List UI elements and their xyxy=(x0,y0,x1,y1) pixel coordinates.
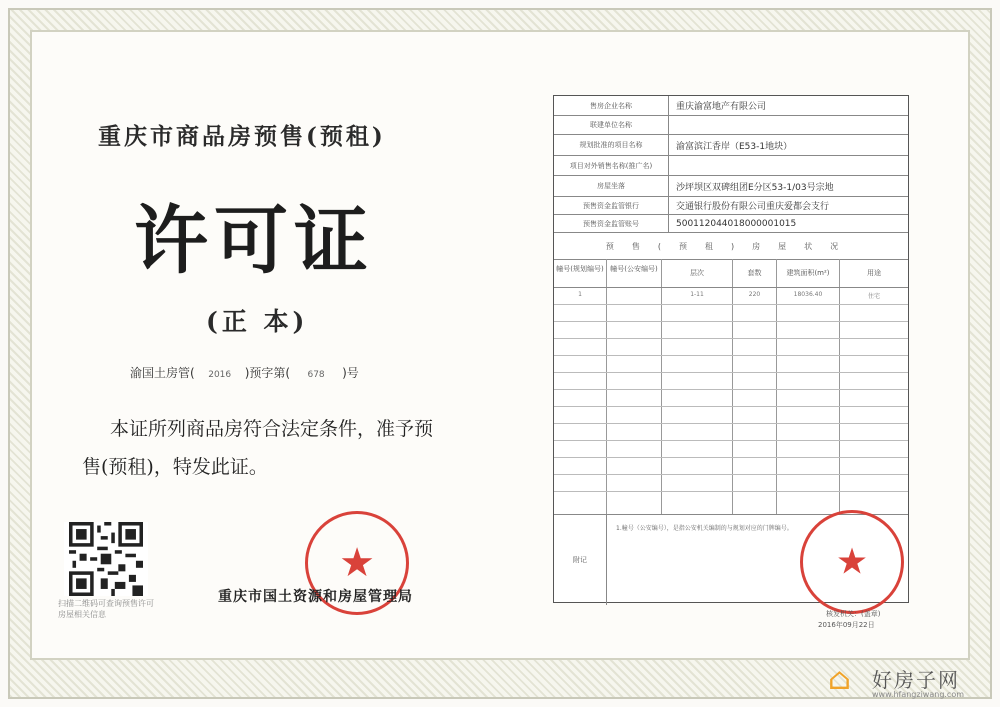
cell-building-plan: 1 xyxy=(578,291,582,298)
row-label: 联建单位名称 xyxy=(554,116,669,134)
seal-star-icon: ★ xyxy=(339,540,375,586)
certificate-copy-type: (正 本) xyxy=(206,307,309,336)
row-value: 沙坪坝区双碑组团E分区53-1/03号宗地 xyxy=(676,182,834,193)
row-label: 项目对外销售名称(推广名) xyxy=(554,156,669,175)
row-label: 售房企业名称 xyxy=(554,96,669,115)
permit-number-line xyxy=(130,364,359,381)
table-row xyxy=(554,115,908,134)
permit-year: 2016 xyxy=(208,370,232,380)
note-text: 1.幢号（公安编号），是指公安机关编制的与规划对应的门牌编号。 xyxy=(616,525,793,532)
row-value: 500112044018000001015 xyxy=(676,218,797,229)
issue-date: 2016年09月22日 xyxy=(818,621,875,629)
header-floors: 层次 xyxy=(690,269,704,277)
permit-mid: )预字第( xyxy=(244,366,291,380)
cell-area: 18036.40 xyxy=(793,291,823,298)
permit-number: 678 xyxy=(307,370,325,380)
watermark-text: 好房子网 xyxy=(872,668,960,692)
cell-floors: 1-11 xyxy=(690,291,704,298)
permit-prefix: 渝国土房管( xyxy=(130,366,195,380)
certificate-body-text: 本证所列商品房符合法定条件，准予预售(预租)，特发此证。 xyxy=(82,418,434,478)
table-row xyxy=(554,134,908,155)
table-row xyxy=(554,96,908,115)
row-label: 规划批准的项目名称 xyxy=(554,135,669,155)
row-value: 重庆渝富地产有限公司 xyxy=(676,102,767,112)
official-seal-right xyxy=(800,510,904,614)
table-row xyxy=(554,196,908,214)
header-area: 建筑面积(m²) xyxy=(786,269,830,277)
cell-usage: 住宅 xyxy=(867,293,880,300)
issuing-org-label: 核发机关：(盖章) xyxy=(826,610,881,618)
header-units: 套数 xyxy=(747,269,762,277)
row-label: 预售资金监管账号 xyxy=(554,215,669,232)
section-title-row xyxy=(554,232,908,259)
watermark-url: www.hfangziwang.com xyxy=(872,690,965,699)
seal-star-icon: ★ xyxy=(835,541,869,583)
row-label: 房屋坐落 xyxy=(554,176,669,196)
header-building-plan: 幢号(规划编号) xyxy=(556,265,604,273)
issuing-authority: 重庆市国土资源和房屋管理局 xyxy=(218,589,413,605)
cell-units: 220 xyxy=(748,291,761,298)
status-grid xyxy=(554,259,908,514)
qr-caption: 扫描二维码可查询预售许可房屋相关信息 xyxy=(58,599,154,619)
row-value: 渝富滨江香岸（E53-1地块） xyxy=(676,141,793,152)
site-watermark xyxy=(828,660,978,702)
table-row xyxy=(554,175,908,196)
qr-code xyxy=(64,522,148,596)
table-row xyxy=(554,155,908,175)
section-title: 预售(预租)房屋状况 xyxy=(605,242,857,251)
permit-suffix: )号 xyxy=(342,366,359,380)
header-building-police: 幢号(公安编号) xyxy=(610,265,658,273)
house-logo-icon: ⌂ xyxy=(828,662,851,697)
note-label: 附记 xyxy=(554,515,607,605)
header-usage: 用途 xyxy=(867,269,881,277)
row-value: 交通银行股份有限公司重庆爱都会支行 xyxy=(676,202,830,212)
certificate-title-main: 许可证 xyxy=(134,198,374,284)
table-row xyxy=(554,214,908,232)
row-label: 预售资金监管银行 xyxy=(554,197,669,214)
certificate-title-line1: 重庆市商品房预售(预租) xyxy=(98,123,386,150)
